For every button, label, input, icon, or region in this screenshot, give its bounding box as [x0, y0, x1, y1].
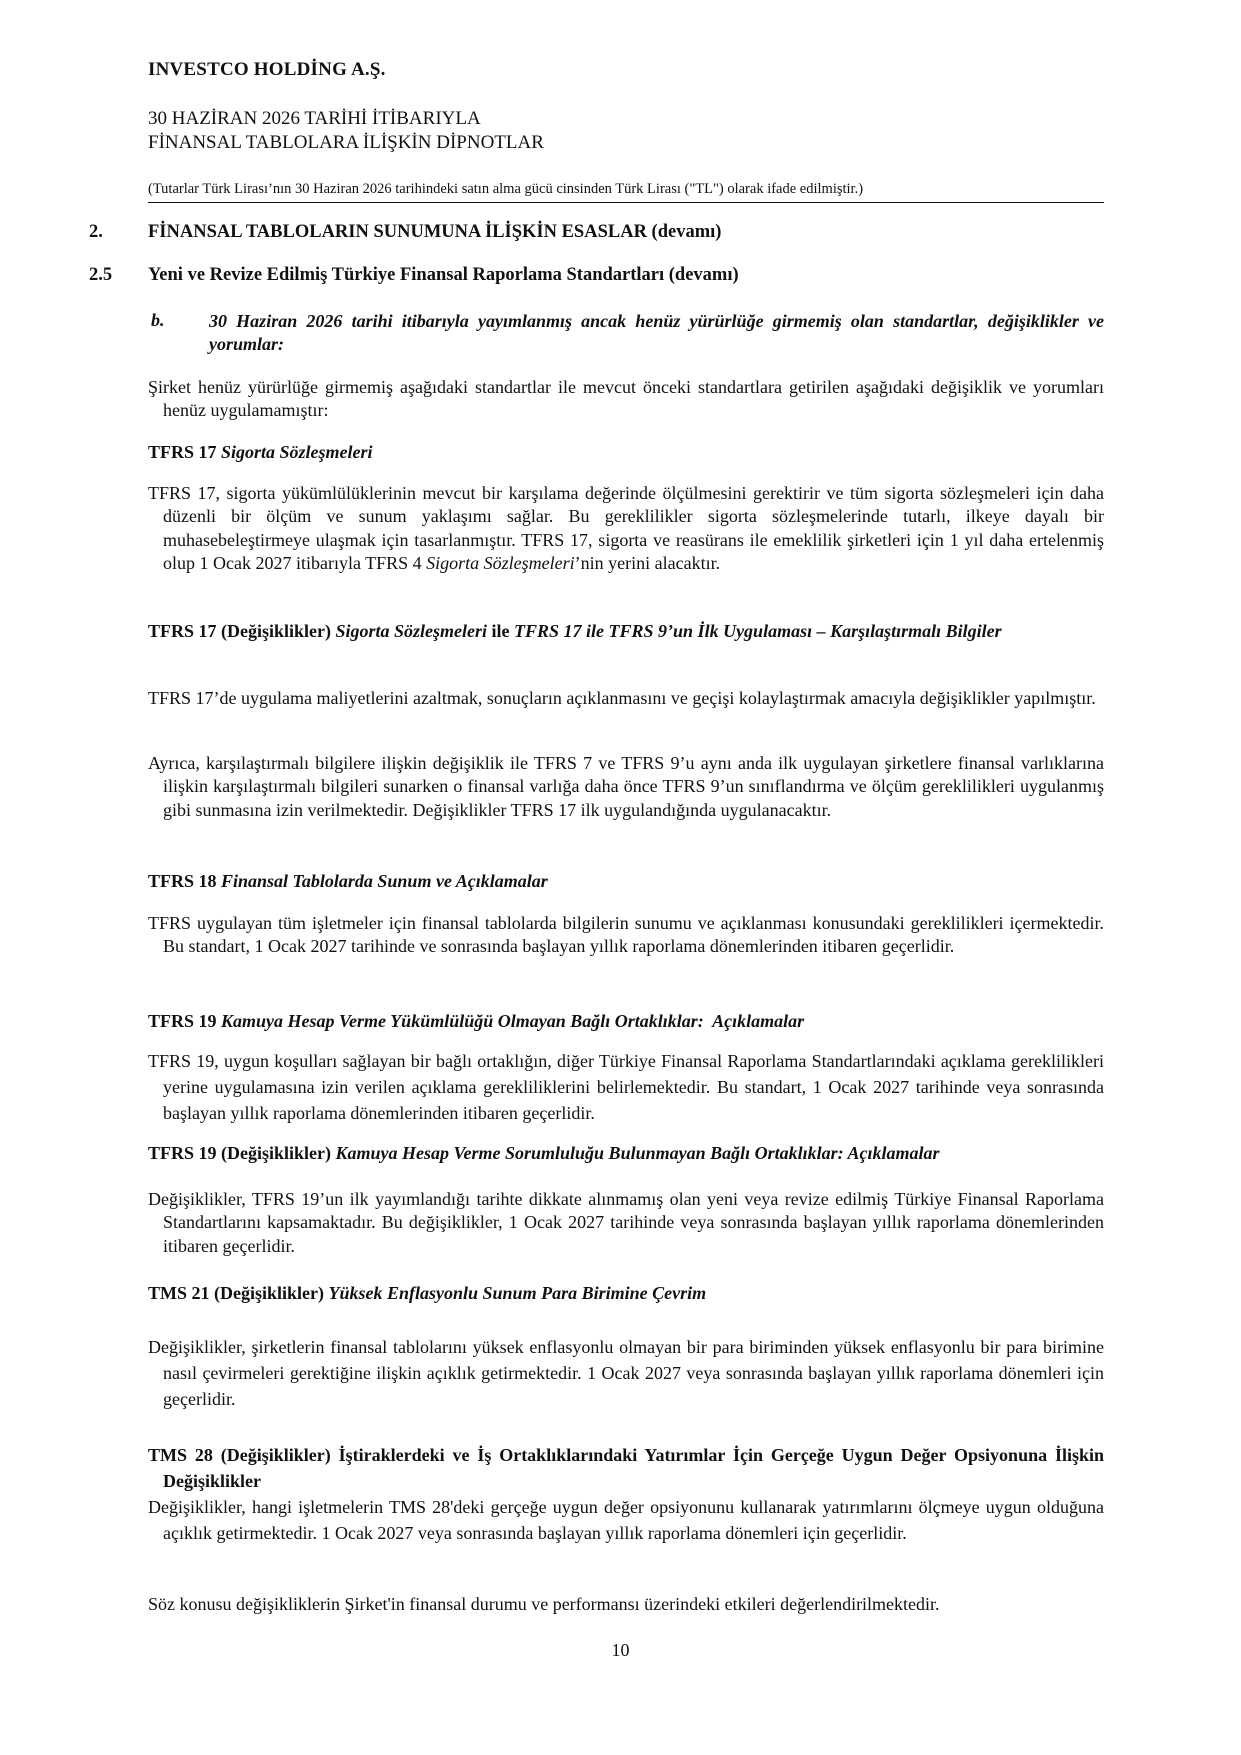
- header-divider: [148, 202, 1104, 203]
- tfrs17-amend-code: TFRS 17 (Değişiklikler): [148, 621, 331, 641]
- tfrs17-amend-paragraph-2: Ayrıca, karşılaştırmalı bilgilere ilişkin değişiklik ile TFRS 7 ve TFRS 9’u aynı anda ilk uygulayan şirketlere finansal varlıklarına ilişkin karşılaştırmalı bilgileri sunarken o finansal varlığa daha önce TFRS 9’un sınıflandırma ve ölçüm gereklilikleri uygulanmış gibi sunmasına izin verilmektedir. Değişiklikler TFRS 17 ilk uygulandığında uygulanacaktır.: [148, 753, 1104, 820]
- section-title: FİNANSAL TABLOLARIN SUNUMUNA İLİŞKİN ESASLAR (devamı): [148, 222, 722, 242]
- tfrs17-text-b: ’nin yerini alacaktır.: [574, 552, 721, 573]
- tfrs19-paragraph: TFRS 19, uygun koşulları sağlayan bir bağlı ortaklığın, diğer Türkiye Finansal Raporlama Standartlarındaki açıklama gereklilikleri yerine uygulamasına izin verilen açıklama gerekliliklerini belirlemektedir. Bu standart, 1 Ocak 2027 tarihinde veya sonrasında başlayan yıllık raporlama dönemlerinden itibaren geçerlidir.: [148, 1051, 1104, 1123]
- tfrs18-heading: [148, 870, 1104, 893]
- tfrs17-text-italic: Sigorta Sözleşmeleri: [426, 552, 575, 573]
- tfrs18-name: Finansal Tablolarda Sunum ve Açıklamalar: [221, 871, 548, 891]
- report-date-line: 30 HAZİRAN 2026 TARİHİ İTİBARIYLA: [148, 108, 481, 129]
- tms21-name: Yüksek Enflasyonlu Sunum Para Birimine Çevrim: [328, 1283, 707, 1303]
- section-number: 2.: [89, 222, 103, 242]
- tfrs19-heading: [148, 1010, 1104, 1033]
- closing-paragraph: Söz konusu değişikliklerin Şirket'in finansal durumu ve performansı üzerindeki etkileri değerlendirilmektedir.: [148, 1594, 940, 1614]
- tfrs17-amend-name1: Sigorta Sözleşmeleri: [335, 621, 488, 641]
- tfrs17-heading: [148, 441, 1104, 464]
- tfrs19-code: TFRS 19: [148, 1011, 217, 1031]
- tms21-heading: [148, 1282, 1104, 1305]
- tfrs17-amend-heading: [148, 620, 1104, 643]
- tfrs18-paragraph: TFRS uygulayan tüm işletmeler için finansal tablolarda bilgilerin sunumu ve açıklanması konusundaki gereklilikleri içermektedir. Bu standart, 1 Ocak 2027 tarihinde ve sonrasında başlayan yıllık raporlama dönemlerinden itibaren geçerlidir.: [148, 913, 1104, 957]
- tms21-code: TMS 21 (Değişiklikler): [148, 1283, 324, 1303]
- tfrs19-amend-code: TFRS 19 (Değişiklikler): [148, 1143, 331, 1163]
- subsection-number: 2.5: [89, 265, 113, 285]
- page-number: 10: [611, 1640, 630, 1660]
- tfrs19-amend-heading: [148, 1142, 1104, 1165]
- tms21-paragraph: Değişiklikler, şirketlerin finansal tablolarını yüksek enflasyonlu olmayan bir para biriminden yüksek enflasyonlu bir para birimine nasıl çevirmeleri gerektiğine ilişkin açıklık getirmektedir. 1 Ocak 2027 veya sonrasında başlayan yıllık raporlama dönemleri için geçerlidir.: [148, 1337, 1104, 1409]
- item-label: b.: [151, 310, 165, 330]
- tfrs17-name: Sigorta Sözleşmeleri: [221, 442, 373, 462]
- tfrs17-paragraph: [148, 482, 1104, 575]
- tms28-paragraph: Değişiklikler, hangi işletmelerin TMS 28'deki gerçeğe uygun değer opsiyonunu kullanarak yatırımlarını ölçmeye uygun olduğuna açıklık getirmektedir. 1 Ocak 2027 veya sonrasında başlayan yıllık raporlama dönemleri için geçerlidir.: [148, 1497, 1104, 1543]
- tfrs17-text-a: TFRS 17, sigorta yükümlülüklerinin mevcut bir karşılama değerinde ölçülmesini gerektirir ve tüm sigorta sözleşmeleri için daha düzenli bir ölçüm ve sunum yaklaşımı sağlar. Bu gereklilikler sigorta sözleşmelerinde tutarlı, ilkeye dayalı bir muhasebeleştirmeye ulaşmak için tasarlanmıştır. TFRS 17, sigorta ve reasürans ile emeklilik şirketleri için 1 yıl daha ertelenmiş olup 1 Ocak 2027 itibarıyla TFRS 4: [148, 483, 1104, 573]
- currency-note: (Tutarlar Türk Lirası’nın 30 Haziran 2026 tarihindeki satın alma gücü cinsinden Türk Lirası ("TL") olarak ifade edilmiştir.): [148, 181, 864, 197]
- tms28-heading: TMS 28 (Değişiklikler) İştiraklerdeki ve İş Ortaklıklarındaki Yatırımlar İçin Gerçeğe Uygun Değer Opsiyonuna İlişkin Değişiklikler: [148, 1445, 1104, 1491]
- tfrs17-code: TFRS 17: [148, 442, 217, 462]
- report-title-line: FİNANSAL TABLOLARA İLİŞKİN DİPNOTLAR: [148, 132, 544, 153]
- subsection-title: Yeni ve Revize Edilmiş Türkiye Finansal Raporlama Standartları (devamı): [148, 265, 739, 285]
- tfrs17-amend-name2: TFRS 17 ile TFRS 9’un İlk Uygulaması – Karşılaştırmalı Bilgiler: [514, 621, 1002, 641]
- tfrs17-amend-connector: ile: [491, 621, 510, 641]
- company-name: INVESTCO HOLDİNG A.Ş.: [148, 59, 386, 80]
- tfrs19-name: Kamuya Hesap Verme Yükümlülüğü Olmayan Bağlı Ortaklıklar: Açıklamalar: [221, 1011, 805, 1031]
- tfrs17-amend-paragraph-1: TFRS 17’de uygulama maliyetlerini azaltmak, sonuçların açıklanmasını ve geçişi kolaylaştırmak amacıyla değişiklikler yapılmıştır.: [148, 688, 1096, 708]
- tfrs19-amend-name: Kamuya Hesap Verme Sorumluluğu Bulunmayan Bağlı Ortaklıklar: Açıklamalar: [335, 1143, 940, 1163]
- item-title: 30 Haziran 2026 tarihi itibarıyla yayımlanmış ancak henüz yürürlüğe girmemiş olan standartlar, değişiklikler ve yorumlar:: [209, 311, 1104, 354]
- intro-paragraph: Şirket henüz yürürlüğe girmemiş aşağıdaki standartlar ile mevcut önceki standartlara getirilen aşağıdaki değişiklik ve yorumları henüz uygulamamıştır:: [148, 377, 1104, 421]
- tfrs19-amend-paragraph: Değişiklikler, TFRS 19’un ilk yayımlandığı tarihte dikkate alınmamış olan yeni veya revize edilmiş Türkiye Finansal Raporlama Standartlarını kapsamaktadır. Bu değişiklikler, 1 Ocak 2027 tarihinde veya sonrasında başlayan yıllık raporlama dönemlerinden itibaren geçerlidir.: [148, 1189, 1104, 1256]
- tfrs18-code: TFRS 18: [148, 871, 217, 891]
